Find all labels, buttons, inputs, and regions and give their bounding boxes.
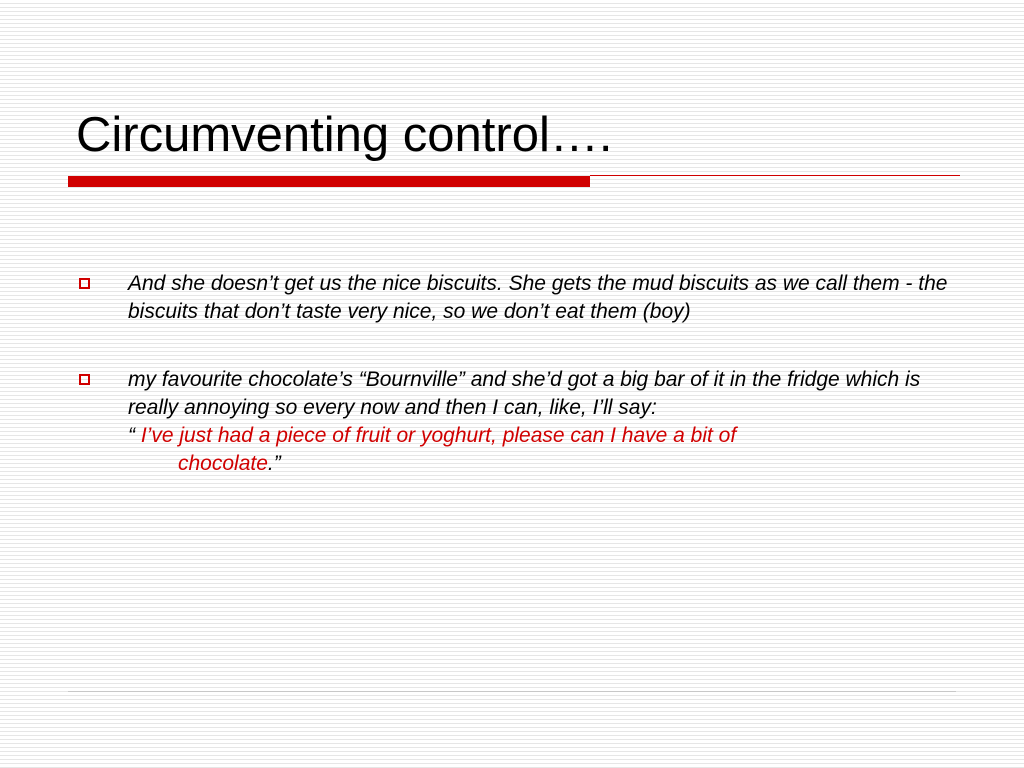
hollow-square-bullet-icon [79, 374, 90, 385]
quote-line-2: chocolate [178, 452, 268, 475]
quote-open-mark: “ [128, 424, 141, 447]
bullet-text-chocolate [128, 366, 956, 478]
slide-title: Circumventing control…. [76, 108, 613, 162]
hollow-square-bullet-icon [79, 278, 90, 289]
quote-line-1: I’ve just had a piece of fruit or yoghurt, please can I have a bit of [140, 424, 737, 447]
bullet-text-biscuits: And she doesn’t get us the nice biscuits. She gets the mud biscuits as we call them - the biscuits that don’t taste very nice, so we don’t eat them (boy) [128, 272, 948, 323]
title-underline-thin [590, 175, 960, 176]
bullet-item-biscuits [76, 270, 956, 326]
bullet-list [76, 270, 956, 518]
footer-divider [68, 691, 956, 692]
bullet-item-chocolate [76, 366, 956, 478]
quote-close-mark: .” [267, 452, 281, 475]
title-underline-thick [68, 176, 590, 187]
bullet-text-chocolate-main: my favourite chocolate’s “Bournville” and she’d got a big bar of it in the fridge which is really annoying so every now and then I can, like, I’ll say: [128, 368, 921, 419]
